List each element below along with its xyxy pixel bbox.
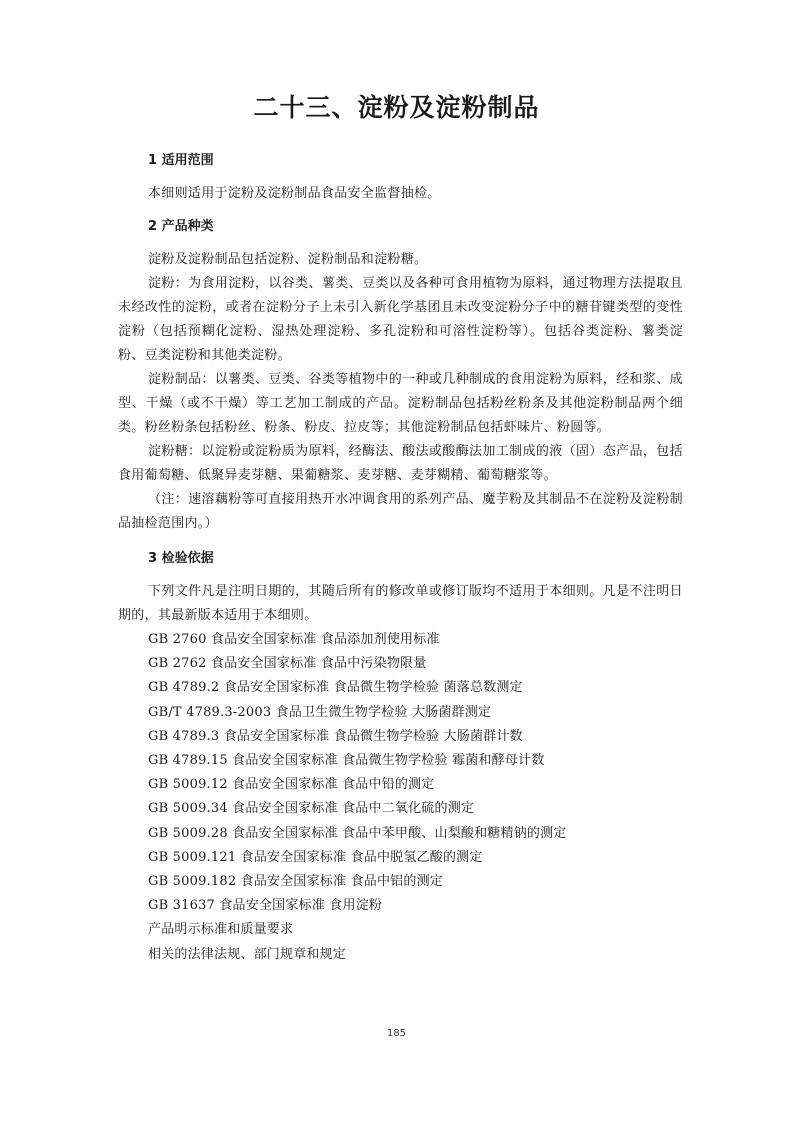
categories-paragraph-1: 淀粉及淀粉制品包括淀粉、淀粉制品和淀粉糖。 bbox=[148, 252, 428, 267]
basis-intro-paragraph: 下列文件凡是注明日期的，其随后所有的修改单或修订版均不适用于本细则。凡是不注明日期的，其最新版本适用于本细则。 bbox=[118, 584, 683, 623]
categories-paragraph-starch-sugar: 淀粉糖：以淀粉或淀粉质为原料，经酶法、酸法或酸酶法加工制成的液（固）态产品，包括食用葡萄糖、低聚异麦芽糖、果葡糖浆、麦芽糖、麦芽糊精、葡萄糖浆等。 bbox=[118, 444, 683, 483]
section-heading-categories: 2 产品种类 bbox=[148, 219, 214, 234]
categories-paragraph-starch-products: 淀粉制品：以薯类、豆类、谷类等植物中的一种或几种制成的食用淀粉为原料，经和浆、成型、干燥（或不干燥）等工艺加工制成的产品。淀粉制品包括粉丝粉条及其他淀粉制品两个细类。粉丝粉条包括粉丝、粉条、粉皮、拉皮等；其他淀粉制品包括虾味片、粉圆等。 bbox=[118, 372, 683, 435]
reference-item: GB 5009.121 食品安全国家标准 食品中脱氢乙酸的测定 bbox=[148, 849, 483, 865]
reference-item: GB 5009.34 食品安全国家标准 食品中二氧化硫的测定 bbox=[148, 801, 475, 817]
categories-paragraph-starch: 淀粉：为食用淀粉，以谷类、薯类、豆类以及各种可食用植物为原料，通过物理方法提取且未经改性的淀粉，或者在淀粉分子上未引入新化学基团且未改变淀粉分子中的糖苷键类型的变性淀粉（包括预糊化淀粉、湿热处理淀粉、多孔淀粉和可溶性淀粉等）。包括谷类淀粉、薯类淀粉、豆类淀粉和其他类淀粉。 bbox=[118, 276, 683, 363]
scope-paragraph: 本细则适用于淀粉及淀粉制品食品安全监督抽检。 bbox=[148, 186, 441, 201]
reference-list bbox=[118, 628, 683, 967]
section-heading-scope: 1 适用范围 bbox=[148, 153, 214, 168]
reference-item: GB 5009.12 食品安全国家标准 食品中铅的测定 bbox=[148, 777, 435, 793]
page-title: 二十三、淀粉及淀粉制品 bbox=[253, 93, 540, 122]
reference-item: 产品明示标准和质量要求 bbox=[148, 922, 294, 938]
reference-item: GB 4789.15 食品安全国家标准 食品微生物学检验 霉菌和酵母计数 bbox=[148, 753, 545, 769]
reference-item: GB 5009.182 食品安全国家标准 食品中铝的测定 bbox=[148, 874, 443, 890]
section-heading-basis: 3 检验依据 bbox=[148, 551, 214, 566]
document-body bbox=[118, 148, 683, 967]
reference-item: 相关的法律法规、部门规章和规定 bbox=[148, 946, 347, 962]
categories-paragraph-note: （注：速溶藕粉等可直接用热开水冲调食用的系列产品、魔芋粉及其制品不在淀粉及淀粉制品抽检范围内。） bbox=[118, 492, 683, 531]
reference-item: GB/T 4789.3-2003 食品卫生微生物学检验 大肠菌群测定 bbox=[148, 704, 492, 720]
page-number: 185 bbox=[386, 1028, 407, 1039]
reference-item: GB 2762 食品安全国家标准 食品中污染物限量 bbox=[148, 656, 427, 672]
reference-item: GB 4789.3 食品安全国家标准 食品微生物学检验 大肠菌群计数 bbox=[148, 728, 523, 744]
reference-item: GB 2760 食品安全国家标准 食品添加剂使用标准 bbox=[148, 632, 440, 647]
reference-item: GB 4789.2 食品安全国家标准 食品微生物学检验 菌落总数测定 bbox=[148, 680, 523, 696]
reference-item: GB 31637 食品安全国家标准 食用淀粉 bbox=[148, 898, 383, 914]
reference-item: GB 5009.28 食品安全国家标准 食品中苯甲酸、山梨酸和糖精钠的测定 bbox=[148, 825, 567, 841]
